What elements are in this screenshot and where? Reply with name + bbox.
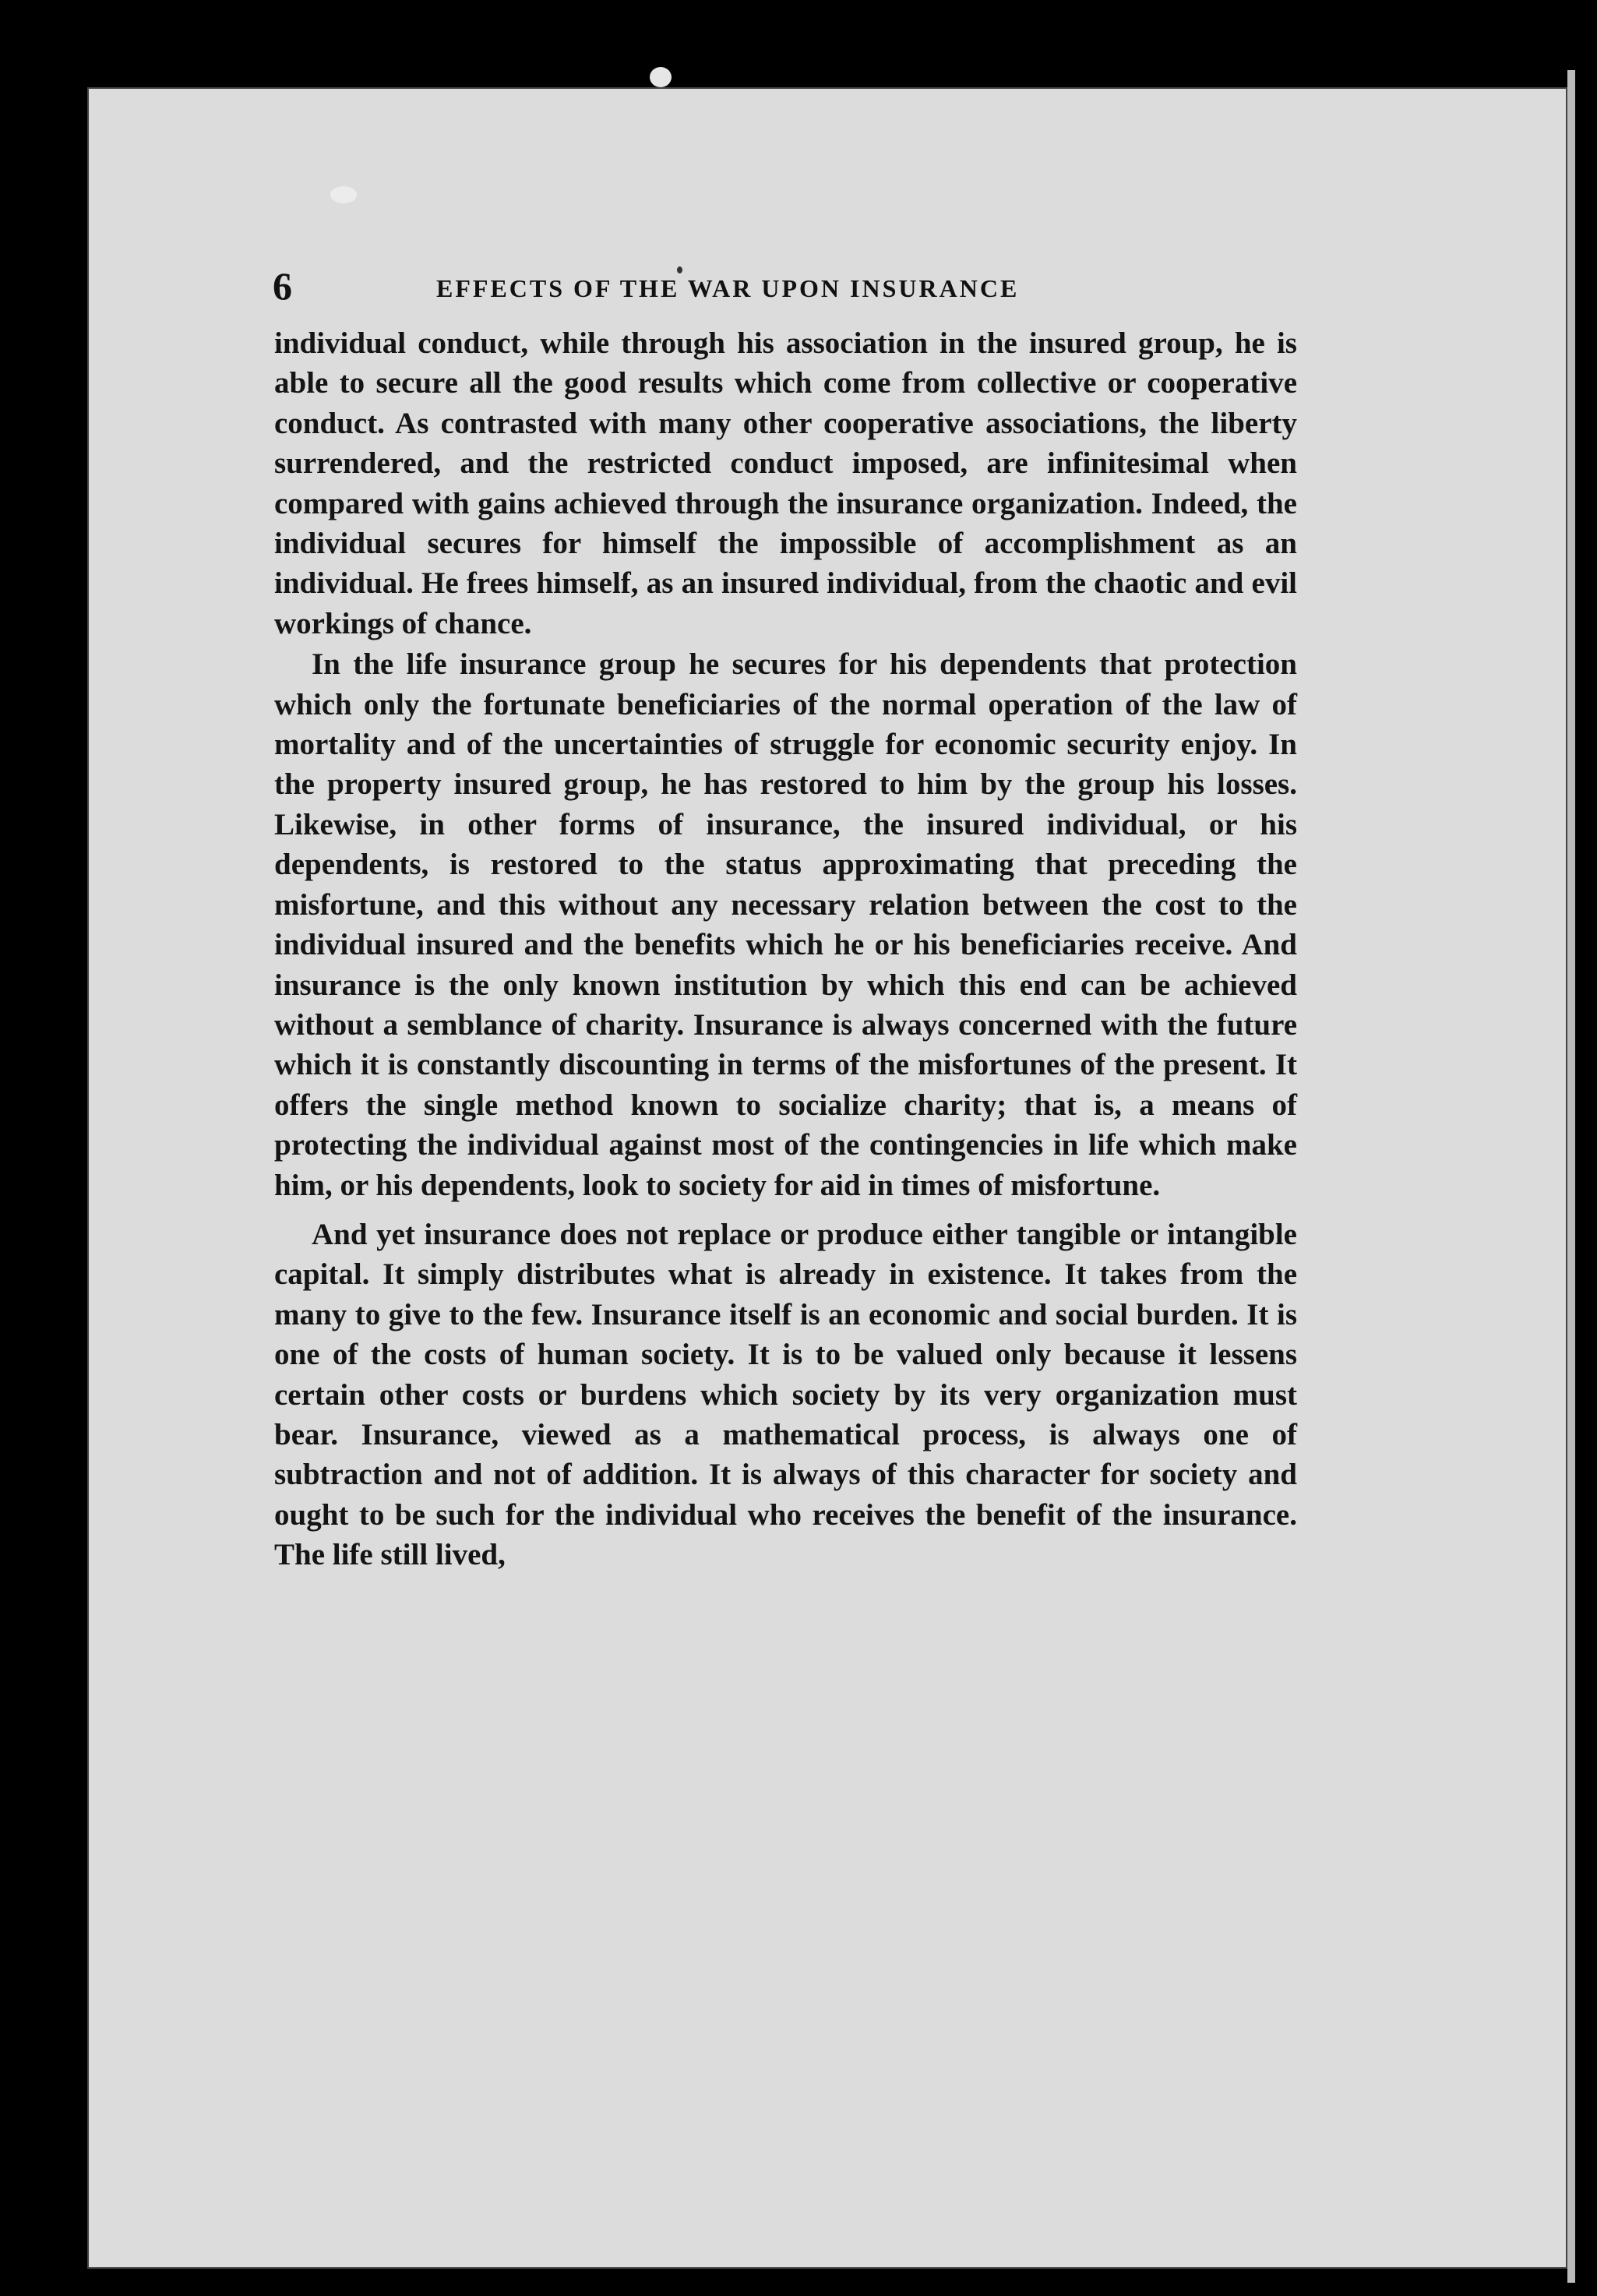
page-number: 6	[273, 264, 292, 308]
page-header	[273, 263, 1297, 318]
body-text	[274, 323, 1297, 1576]
adjacent-page-edge	[1567, 70, 1575, 2283]
paragraph: individual conduct, while through his association in the insured group, he is able to secure all the good results which come from collective or cooperative conduct. As contrasted with many other cooperative associations, the liberty surrendered, and the restricted conduct imposed, are infinitesimal when compared with gains achieved through the insurance organization. Indeed, the individual secures for himself the impossible of accomplishment as an individual. He frees himself, as an insured individual, from the chaotic and evil workings of chance.	[274, 326, 1297, 640]
running-head: EFFECTS OF THE WAR UPON INSURANCE	[436, 274, 1020, 302]
paper-speck	[330, 186, 357, 203]
paper-speck	[650, 67, 672, 87]
paragraph: And yet insurance does not replace or produce either tangible or intangible capital. It simply distributes what is already in existence. It takes from the many to give to the few. Insurance itself is an economic and social burden. It is one of the costs of human society. It is to be valued only because it lessens certain other costs or burdens which society by its very organization must bear. Insurance, viewed as a mathematical process, is always one of subtraction and not of addition. It is always of this character for society and ought to be such for the individual who receives the benefit of the insurance. The life still lived,	[274, 1217, 1297, 1572]
paragraph: In the life insurance group he secures for his dependents that protection which only the fortunate beneficiaries of the normal operation of the law of mortality and of the uncertainties of struggle for economic security enjoy. In the property insured group, he has restored to him by the group his losses. Likewise, in other forms of insurance, the insured individual, or his dependents, is restored to the status approximating that preceding the misfortune, and this without any necessary relation between the cost to the individual insured and the benefits which he or his beneficiaries receive. And insurance is the only known institution by which this end can be achieved without a semblance of charity. Insurance is always concerned with the future which it is constantly discounting in terms of the misfortunes of the present. It offers the single method known to socialize charity; that is, a means of protecting the individual against most of the contingencies in life which make him, or his dependents, look to society for aid in times of misfortune.	[274, 647, 1297, 1202]
